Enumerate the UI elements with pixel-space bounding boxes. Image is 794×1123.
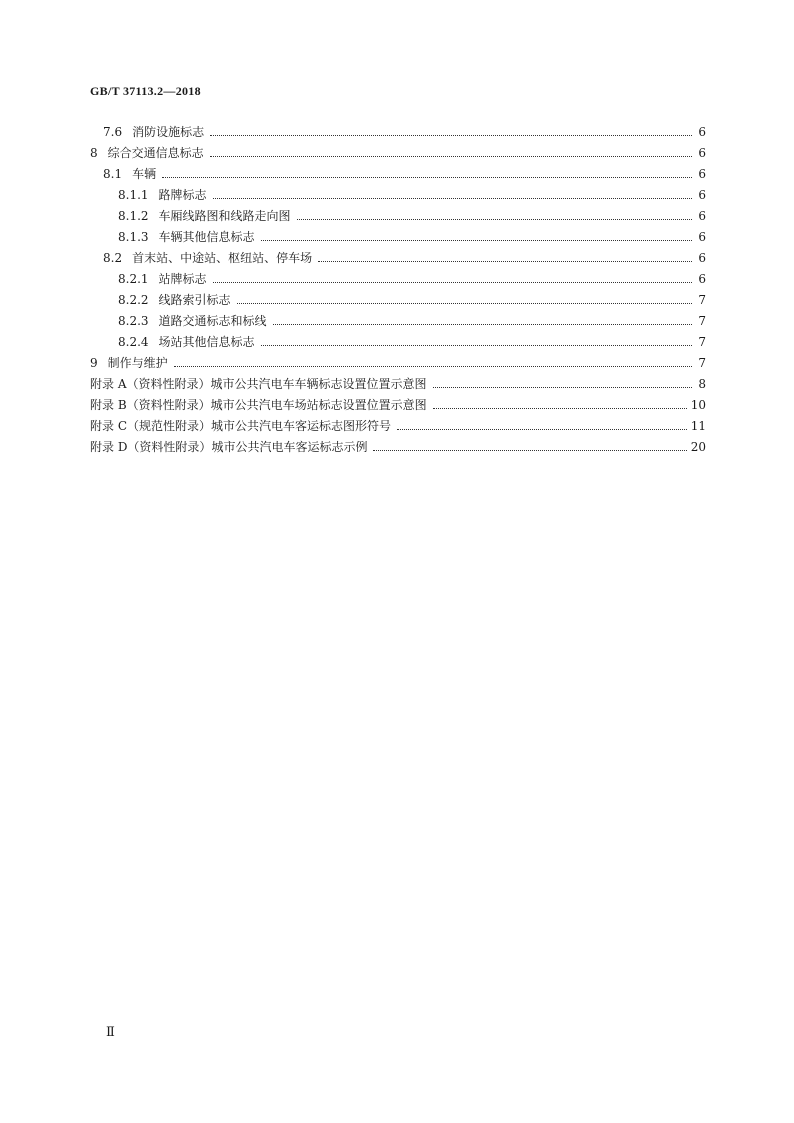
toc-entry-title: 道路交通标志和标线 <box>158 314 267 328</box>
toc-leader-dots <box>213 198 692 199</box>
table-of-contents <box>90 118 706 454</box>
toc-entry[interactable] <box>90 181 706 202</box>
toc-entry-title: 制作与维护 <box>107 356 168 370</box>
toc-leader-dots <box>174 366 692 367</box>
toc-appendix-entry[interactable] <box>90 391 706 412</box>
standard-code: GB/T 37113.2—2018 <box>90 84 201 98</box>
toc-entry-page: 7 <box>698 356 706 370</box>
toc-entry-page: 6 <box>698 209 706 223</box>
toc-entry-number: 8.1.2 <box>118 209 149 223</box>
toc-appendix-label: 附录 C（规范性附录） <box>90 419 211 433</box>
toc-entry-title: 综合交通信息标志 <box>107 146 204 160</box>
toc-entry-title: 城市公共汽电车客运标志示例 <box>211 440 368 454</box>
toc-entry[interactable] <box>90 139 706 160</box>
toc-entry-number: 9 <box>90 356 98 370</box>
toc-entry-page: 7 <box>698 335 706 349</box>
toc-entry-page: 11 <box>690 419 706 433</box>
toc-entry[interactable] <box>90 328 706 349</box>
toc-leader-dots <box>162 177 692 178</box>
toc-entry-number: 8.2 <box>103 251 123 265</box>
toc-leader-dots <box>210 156 692 157</box>
toc-entry-number: 8.1.1 <box>118 188 149 202</box>
toc-entry-page: 7 <box>698 293 706 307</box>
toc-entry-page: 6 <box>698 146 706 160</box>
toc-leader-dots <box>433 408 687 409</box>
toc-leader-dots <box>318 261 692 262</box>
toc-entry-page: 6 <box>698 251 706 265</box>
toc-entry-title: 首末站、中途站、枢纽站、停车场 <box>132 251 313 265</box>
toc-entry-title: 消防设施标志 <box>132 125 205 139</box>
toc-entry-title: 场站其他信息标志 <box>158 335 255 349</box>
page-number: Ⅱ <box>106 1024 115 1039</box>
toc-entry[interactable] <box>90 160 706 181</box>
toc-entry[interactable] <box>90 223 706 244</box>
toc-leader-dots <box>273 324 692 325</box>
toc-leader-dots <box>210 135 692 136</box>
toc-entry-number: 8.2.2 <box>118 293 149 307</box>
toc-entry[interactable] <box>90 202 706 223</box>
toc-appendix-label: 附录 D（资料性附录） <box>90 440 212 454</box>
toc-entry-title: 线路索引标志 <box>158 293 231 307</box>
toc-leader-dots <box>261 345 692 346</box>
toc-entry-number: 8.1.3 <box>118 230 149 244</box>
toc-leader-dots <box>297 219 692 220</box>
toc-leader-dots <box>433 387 693 388</box>
toc-entry-title: 城市公共汽电车车辆标志设置位置示意图 <box>210 377 427 391</box>
toc-entry-number: 8 <box>90 146 98 160</box>
toc-appendix-label: 附录 B（资料性附录） <box>90 398 211 412</box>
toc-entry-page: 6 <box>698 272 706 286</box>
toc-entry-number: 8.1 <box>103 167 123 181</box>
toc-leader-dots <box>261 240 692 241</box>
toc-entry[interactable] <box>90 349 706 370</box>
toc-entry-title: 站牌标志 <box>158 272 207 286</box>
toc-entry[interactable] <box>90 286 706 307</box>
toc-leader-dots <box>237 303 692 304</box>
toc-entry-page: 6 <box>698 188 706 202</box>
toc-entry-page: 10 <box>690 398 706 412</box>
toc-entry-title: 路牌标志 <box>158 188 207 202</box>
toc-appendix-label: 附录 A（资料性附录） <box>90 377 211 391</box>
toc-entry-title: 城市公共汽电车场站标志设置位置示意图 <box>210 398 427 412</box>
toc-entry[interactable] <box>90 244 706 265</box>
toc-entry-number: 7.6 <box>103 125 123 139</box>
toc-entry-page: 6 <box>698 125 706 139</box>
toc-entry-page: 20 <box>690 440 706 454</box>
toc-entry-number: 8.2.1 <box>118 272 149 286</box>
toc-leader-dots <box>397 429 687 430</box>
toc-entry-page: 7 <box>698 314 706 328</box>
toc-entry-page: 6 <box>698 230 706 244</box>
toc-appendix-entry[interactable] <box>90 433 706 454</box>
toc-entry-number: 8.2.4 <box>118 335 149 349</box>
toc-leader-dots <box>213 282 692 283</box>
toc-entry-page: 8 <box>698 377 706 391</box>
toc-entry-title: 车辆 <box>132 167 157 181</box>
toc-entry-title: 城市公共汽电车客运标志图形符号 <box>211 419 392 433</box>
toc-entry-page: 6 <box>698 167 706 181</box>
toc-entry[interactable] <box>90 118 706 139</box>
toc-entry-title: 车辆其他信息标志 <box>158 230 255 244</box>
toc-appendix-entry[interactable] <box>90 370 706 391</box>
toc-appendix-entry[interactable] <box>90 412 706 433</box>
toc-entry[interactable] <box>90 265 706 286</box>
toc-entry-title: 车厢线路图和线路走向图 <box>158 209 291 223</box>
toc-leader-dots <box>373 450 686 451</box>
toc-entry-number: 8.2.3 <box>118 314 149 328</box>
toc-entry[interactable] <box>90 307 706 328</box>
